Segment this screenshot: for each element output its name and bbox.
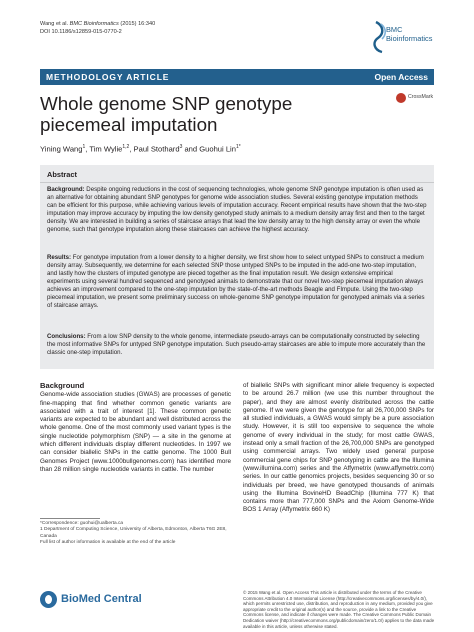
abstract-conclusions-label: Conclusions:: [47, 333, 86, 340]
author-name: Guohui Lin: [199, 144, 236, 154]
body-paragraph: of biallelic SNPs with significant minor allele frequency is expected to be around 26.7 million (we use this number throughout the paper), and they are almost evenly distributed across the cattle genome. If we were given the genotype for all 26,700,000 SNPs for all studied individuals, a GWAS would simply be a pure association study. However, it is still too expensive to sequence the whole genome of every individual in the study; for most cattle GWAS, instead only a small fraction of the 26,700,000 SNPs are genotyped using commercial arrays. Two widely used general purpose commercial gene chips for SNP genotyping in cattle are the Illumina (www.illumina.com) series and the Affymetrix (www.affymetrix.com) series. In our cattle genomics projects, besides sequencing 30 or so individuals per breed, we have genotyped thousands of animals using the Illumina BovineHD BeadChip (Illumina 777 K) that contains more than 777,000 SNPs and the Axiom Genome-Wide BOS 1 Array (Affymetrix 660 K): [243, 382, 434, 514]
journal-logo: [372, 20, 434, 56]
article-type-banner: [40, 69, 434, 85]
abstract-heading: Abstract: [47, 170, 77, 179]
abstract-box: [40, 165, 434, 369]
abstract-divider: [40, 182, 434, 183]
abstract-conclusions: [47, 333, 427, 357]
publisher-logo: [40, 590, 150, 610]
citation-header: [40, 21, 155, 36]
abstract-background: [47, 186, 427, 234]
crossmark-label: CrossMark: [408, 94, 434, 100]
license-text: © 2015 Wang et al. Open Access This article is distributed under the terms of the Creative Commons Attribution 4.0 International License (http://creativecommons.org/licenses/by/4.0/), which permits unrestricted use, distribution, and reproduction in any medium, provided you give appropriate credit to the original author(s) and the source, provide a link to the Creative Commons license, and indicate if changes were made. The Creative Commons Public Domain Dedication waiver (http://creativecommons.org/publicdomain/zero/1.0/) applies to the data made available in this article, unless otherwise stated.: [243, 590, 435, 629]
author-affiliation-mark: 3: [179, 144, 183, 150]
author-name: Tim Wylie: [89, 144, 123, 154]
abstract-conclusions-text: From a low SNP density to the whole genome, intermediate pseudo-arrays can be computationally constructed by selecting the most informative SNPs for untyped SNP genotype imputation. Such pseudo-array staircases are able to impute more accurately than the classic one-step imputation.: [47, 333, 426, 357]
body-column-left: [40, 382, 231, 474]
doi: DOI 10.1186/s12859-015-0770-2: [40, 28, 122, 35]
citation-authors: Wang et al.: [40, 21, 69, 27]
author-list: Yining Wang$^1$, Tim Wylie$^{1,2}$, Paul Stothard$^3$ and Guohui Lin$^{1*}$: [40, 144, 241, 154]
open-access-label: Open Access: [374, 72, 428, 82]
abstract-results-label: Results:: [47, 254, 72, 261]
body-column-right: [243, 382, 434, 515]
footnotes: [40, 521, 231, 547]
abstract-results: [47, 254, 427, 310]
crossmark-icon: [396, 93, 406, 103]
affiliation: 1 Department of Computing Science, University of Alberta, Edmonton, Alberta T6G 2E8, Canada: [40, 527, 227, 539]
footnote-divider: [40, 518, 100, 519]
correspondence: *Correspondence: guohui@ualberta.ca: [40, 521, 124, 526]
author-affiliation-mark: 1,2: [122, 144, 130, 150]
author-name: Yining Wang: [40, 144, 83, 154]
article-type: METHODOLOGY ARTICLE: [46, 72, 170, 82]
article-title: Whole genome SNP genotype piecemeal imputation: [40, 93, 293, 135]
author-affiliation-mark: 1: [82, 144, 86, 150]
logo-line-1: BMC: [386, 25, 403, 34]
citation-volume: (2015) 16:340: [120, 21, 156, 27]
abstract-background-label: Background:: [47, 186, 85, 193]
citation-journal: BMC Bioinformatics: [69, 21, 119, 27]
abstract-background-text: Despite ongoing reductions in the cost of sequencing technologies, whole genome SNP genotype imputation is often used as an alternative for obtaining abundant SNP genotypes for genome wide association studies. Several existing genotype imputation methods can be efficient for this purpose, while achieving various levels of imputation accuracy. Recent empirical results have shown that the two-step imputation may improve accuracy by imputing the low density genotyped study animals to a medium density array first and then to the target density. We are interested in building a series of staircase arrays that lead the low density array to the high density array or even the whole genome, such that genotype imputation along these staircases can achieve the highest accuracy.: [47, 186, 427, 234]
author-name: Paul Stothard: [133, 144, 180, 154]
abstract-results-text: For genotype imputation from a lower density to a higher density, we first show how to select untyped SNPs to construct a medium density array. Subsequently, we determine for each selected SNP those untyped SNPs to be imputed in the add-one two-step imputation, and lastly how the clusters of imputed genotype are pieced together as the final imputation result. We design extensive empirical experiments using several hundred sequenced and genotyped animals to demonstrate that our novel two-step piecemeal imputation always achieves an improvement compared to the one-step imputation by the state-of-the-art methods Beagle and FImpute. Using the two-step piecemeal imputation, we present some preliminary success on whole-genome SNP genotype imputation for genotyped animals via a series of staircase arrays.: [47, 254, 425, 310]
section-heading: Background: [40, 381, 85, 390]
logo-line-2: Bioinformatics: [386, 33, 433, 43]
author-affiliation-mark: 1*: [235, 144, 241, 150]
publisher-name: BioMed Central: [61, 593, 142, 605]
body-paragraph: Genome-wide association studies (GWAS) are processes of genetic fine-mapping that find whether common genetic variants are associated with a trait of interest [1]. These common genetic variants are expected to be abundant and well distributed across the whole genome. One of the most commonly used variant types is the single nucleotide polymorphism (SNP) — a site in the genome at which different individuals display different nucleotides. In 1997 we can consider biallelic SNPs in the cattle genome. The 1000 Bull Genomes Project (www.1000bullgenomes.com) has identified more than 28 million single nucleotide variants in cattle. The number: [40, 391, 231, 473]
publisher-logo-icon: [40, 591, 57, 608]
author-info-note: Full list of author information is available at the end of the article: [40, 540, 176, 546]
crossmark-badge[interactable]: [396, 92, 436, 106]
